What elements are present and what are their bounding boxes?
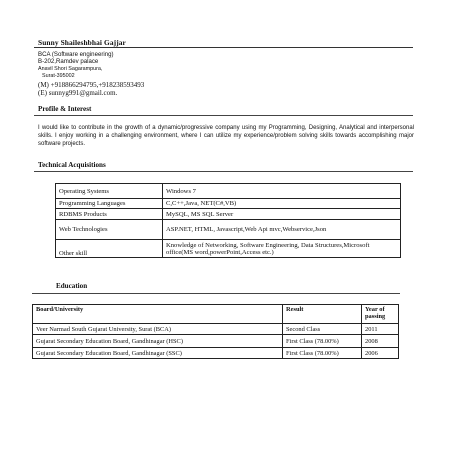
year-cell: 2008 xyxy=(362,335,399,348)
tech-label: Other skill xyxy=(56,240,163,258)
board-cell: Veer Narmad South Gujarat University, Surat (BCA) xyxy=(33,324,283,335)
education-heading: Education xyxy=(56,282,88,290)
board-cell: Gujarat Secondary Education Board, Gandhinagar (HSC) xyxy=(33,335,283,348)
table-row xyxy=(56,209,401,220)
header-divider xyxy=(34,47,413,48)
education-divider xyxy=(32,293,400,294)
tech-value: Knowledge of Networking, Software Engineering, Data Structures,Microsoft office(MS word,powerPoint,Access etc.) xyxy=(163,240,401,258)
column-header-year: Year of passing xyxy=(362,305,399,324)
profile-text: I would like to contribute in the growth of a dynamic/progressive company using my Programming, Designing, Analytical and interpersonal skills. I enjoy working in a challenging environment, where I can utilize my experience/problem solving skills towards accomplishing major software projects. xyxy=(38,125,414,147)
table-row xyxy=(56,199,401,209)
result-cell: First Class (78.00%) xyxy=(283,335,362,348)
candidate-name: Sunny Shaileshbhai Gajjar xyxy=(38,38,126,47)
board-cell: Gujarat Secondary Education Board, Gandhinagar (SSC) xyxy=(33,348,283,359)
tech-value: ASP.NET, HTML, Javascript,Web Api mvc,Webservice,Json xyxy=(163,220,401,240)
year-cell: 2011 xyxy=(362,324,399,335)
email-line: (E) sunnyg991@gmail.com. xyxy=(38,88,118,97)
tech-label: Operating Systems xyxy=(56,184,163,199)
tech-label: RDBMS Products xyxy=(56,209,163,220)
table-row xyxy=(56,184,401,199)
address-line-1: B-202,Ramdev palace xyxy=(38,58,99,66)
table-row xyxy=(56,240,401,258)
table-header-row xyxy=(33,305,399,324)
education-table xyxy=(32,304,399,359)
mobile-line: (M) +918866294795,+918238593493 xyxy=(38,80,145,89)
table-row xyxy=(33,348,399,359)
tech-label: Web Technologies xyxy=(56,220,163,240)
contact-block xyxy=(38,51,338,97)
table-row xyxy=(56,220,401,240)
tech-label: Programming Languages xyxy=(56,199,163,209)
column-header-result: Result xyxy=(283,305,362,324)
degree-line: BCA (Software engineering) xyxy=(38,51,114,58)
table-row xyxy=(33,335,399,348)
table-row xyxy=(33,324,399,335)
technical-divider xyxy=(34,171,413,172)
year-cell: 2006 xyxy=(362,348,399,359)
tech-value: C,C++,Java, NET(C#,VB) xyxy=(163,199,401,209)
profile-heading: Profile & Interest xyxy=(38,105,92,113)
profile-divider xyxy=(34,115,413,116)
address-line-3: Surat-395002 xyxy=(42,73,75,80)
tech-value: MySQL, MS SQL Server xyxy=(163,209,401,220)
result-cell: Second Class xyxy=(283,324,362,335)
tech-value: Windows 7 xyxy=(163,184,401,199)
result-cell: First Class (78.00%) xyxy=(283,348,362,359)
technical-heading: Technical Acquisitions xyxy=(38,161,106,169)
technical-table xyxy=(55,183,401,258)
address-line-2: Anavil Shori Sagarampura, xyxy=(38,65,103,72)
column-header-board: Board/University xyxy=(33,305,283,324)
